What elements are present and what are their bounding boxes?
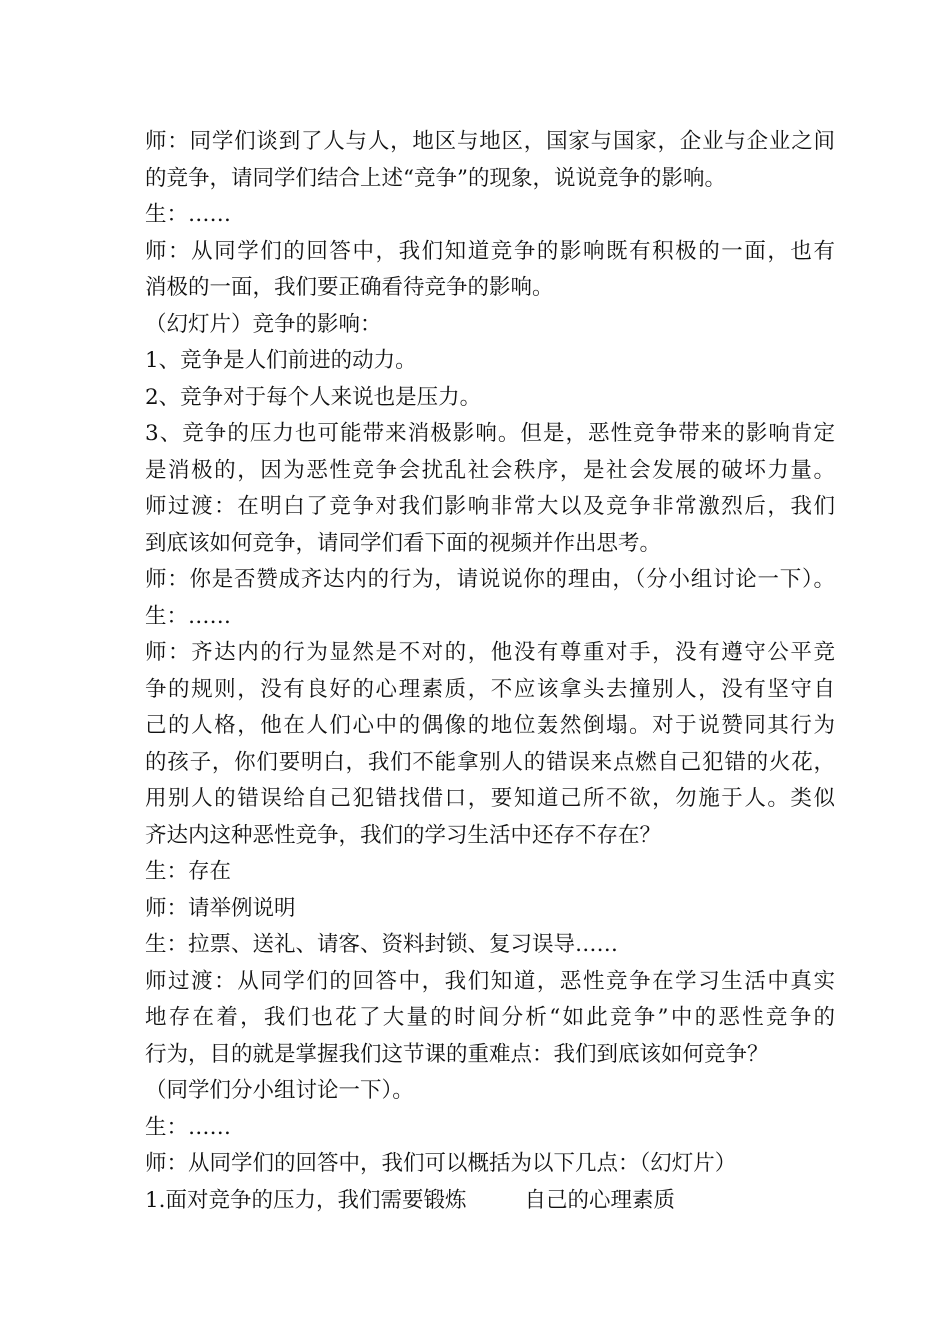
list-item-text: 1.面对竞争的压力，我们需要锻炼 (145, 1187, 467, 1213)
text-line: 地存在着，我们也花了大量的时间分析“如此竞争”中的恶性竞争的 (145, 1005, 835, 1030)
text-line: 生：…… (145, 1114, 232, 1140)
text-line: 是消极的，因为恶性竞争会扰乱社会秩序，是社会发展的破坏力量。 (145, 457, 835, 483)
text-line: 师：请举例说明 (145, 895, 296, 921)
text-line: 师：齐达内的行为显然是不对的，他没有尊重对手，没有遵守公平竞 (145, 640, 835, 665)
text-line: 1、竞争是人们前进的动力。 (145, 348, 417, 373)
text-line: 到底该如何竞争，请同学们看下面的视频并作出思考。 (145, 530, 662, 556)
text-line: 师过渡：在明白了竞争对我们影响非常大以及竞争非常激烈后，我们 (145, 494, 835, 519)
text-line: 用别人的错误给自己犯错找借口，要知道己所不欲，勿施于人。类似 (145, 786, 835, 811)
text-line (145, 1183, 835, 1220)
text-line: 2、竞争对于每个人来说也是压力。 (145, 384, 482, 410)
text-line: 生：…… (145, 202, 232, 227)
text-line: 的竞争，请同学们结合上述“竞争”的现象，说说竞争的影响。 (145, 165, 726, 191)
text-line: 的孩子，你们要明白，我们不能拿别人的错误来点燃自己犯错的火花， (145, 749, 835, 775)
text-line: 师：从同学们的回答中，我们可以概括为以下几点：（幻灯片） (145, 1151, 737, 1176)
text-line: 生：…… (145, 603, 232, 629)
text-line: 师：你是否赞成齐达内的行为，请说说你的理由，（分小组讨论一下）。 (145, 567, 835, 592)
text-line: 师：同学们谈到了人与人，地区与地区，国家与国家，企业与企业之间 (145, 129, 835, 154)
text-line: 争的规则，没有良好的心理素质，不应该拿头去撞别人，没有坚守自 (145, 676, 835, 702)
text-line: 师过渡：从同学们的回答中，我们知道，恶性竞争在学习生活中真实 (145, 968, 835, 994)
text-line: 行为，目的就是掌握我们这节课的重难点：我们到底该如何竞争？ (145, 1041, 769, 1067)
text-line: 己的人格，他在人们心中的偶像的地位轰然倒塌。对于说赞同其行为 (145, 713, 835, 738)
text-line: 生：拉票、送礼、请客、资料封锁、复习误导…… (145, 932, 619, 957)
text-line: 生：存在 (145, 859, 232, 884)
text-line: （同学们分小组讨论一下）。 (145, 1078, 414, 1103)
spacer (467, 1183, 525, 1220)
text-line: 3、竞争的压力也可能带来消极影响。但是，恶性竞争带来的影响肯定 (145, 421, 835, 446)
text-line: 消极的一面，我们要正确看待竞争的影响。 (145, 275, 554, 300)
list-item-text: 自己的心理素质 (524, 1187, 676, 1213)
text-line: 齐达内这种恶性竞争，我们的学习生活中还存不存在？ (145, 822, 662, 848)
text-line: （幻灯片）竞争的影响： (145, 311, 382, 337)
text-line: 师：从同学们的回答中，我们知道竞争的影响既有积极的一面，也有 (145, 238, 835, 264)
document-body (145, 124, 835, 1219)
